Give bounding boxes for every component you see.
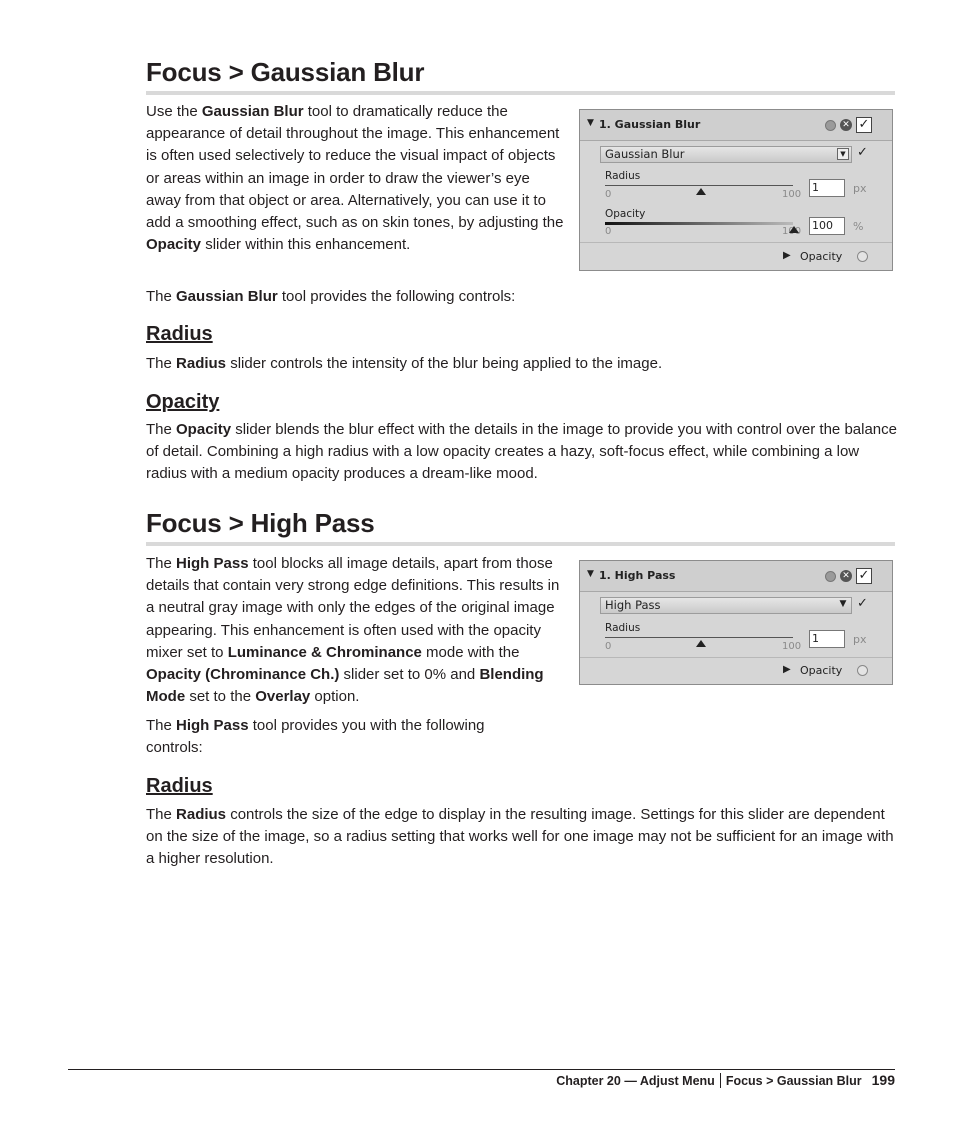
collapse-triangle-icon[interactable]: ▼ [587, 569, 594, 579]
high-pass-radius-description: The Radius controls the size of the edge to display in the resulting image. Settings for this slider are dependent on the size of the image, so a radius setting that works well for one image may not be sufficient for an image with a higher resolution. [146, 806, 894, 868]
opacity-option-icon[interactable] [857, 251, 868, 262]
radius-slider-track[interactable] [605, 637, 793, 638]
expand-triangle-icon[interactable]: ▶ [783, 250, 791, 261]
radius-unit: px [853, 633, 867, 646]
radius-min: 0 [605, 189, 612, 200]
page-footer [556, 1072, 895, 1088]
page-number: 199 [871, 1072, 895, 1088]
subheading-radius-high-pass: Radius [146, 775, 213, 797]
opacity-description: The Opacity slider blends the blur effect with the details in the image to provide you with control over the balance of detail. Combining a high radius with a low opacity creates a hazy, soft-focus effect, while combining a low radius with a medium opacity produces a dream-like mood. [146, 421, 897, 483]
footer-chapter: Chapter 20 — Adjust Menu [556, 1074, 715, 1088]
footer-rule [68, 1069, 895, 1070]
expand-triangle-icon[interactable]: ▶ [783, 664, 791, 675]
gaussian-blur-panel [579, 109, 893, 271]
collapse-triangle-icon[interactable]: ▼ [587, 118, 594, 128]
opacity-option-label[interactable]: Opacity [800, 250, 843, 263]
opacity-slider-thumb[interactable] [789, 226, 799, 233]
radius-min: 0 [605, 641, 612, 652]
enable-checkbox[interactable]: ✓ [856, 568, 872, 584]
chevron-down-icon[interactable]: ▼ [839, 599, 847, 609]
opacity-max: 100 [782, 226, 802, 237]
panel-title: 1. Gaussian Blur [599, 118, 701, 131]
radius-max: 100 [782, 189, 802, 200]
delete-icon[interactable]: ✕ [840, 570, 852, 582]
opacity-option-label[interactable]: Opacity [800, 664, 843, 677]
brush-check-icon[interactable]: ✓ [857, 596, 868, 611]
panel-divider [580, 657, 892, 658]
panel-header[interactable] [580, 110, 892, 141]
section-rule [146, 91, 895, 95]
reset-icon[interactable] [825, 120, 836, 131]
opacity-label: Opacity [605, 208, 646, 220]
footer-section: Focus > Gaussian Blur [725, 1074, 862, 1088]
panel-title: 1. High Pass [599, 569, 676, 582]
high-pass-controls-intro: The High Pass tool provides you with the following controls: [146, 717, 485, 757]
radius-max: 100 [782, 641, 802, 652]
section-title-gaussian-blur: Focus > Gaussian Blur [146, 57, 425, 87]
radius-input[interactable]: 1 [809, 630, 845, 648]
opacity-unit: % [853, 220, 864, 233]
subheading-radius: Radius [146, 323, 213, 345]
opacity-min: 0 [605, 226, 612, 237]
radius-description: The Radius slider controls the intensity of the blur being applied to the image. [146, 355, 663, 372]
enable-checkbox[interactable]: ✓ [856, 117, 872, 133]
high-pass-intro: The High Pass tool blocks all image details, apart from those details that contain very strong edge definitions. This results in a neutral gray image with only the edges of the original image appearing. This enhancement is often used with the opacity mixer set to Luminance & Chrominance mode with the Opacity (Chrominance Ch.) slider set to 0% and Blending Mode set to the Overlay option. [146, 555, 560, 706]
panel-divider [580, 242, 892, 243]
section-title-high-pass: Focus > High Pass [146, 508, 375, 538]
opacity-slider-track[interactable] [605, 222, 793, 225]
panel-header[interactable] [580, 561, 892, 592]
delete-icon[interactable]: ✕ [840, 119, 852, 131]
opacity-option-icon[interactable] [857, 665, 868, 676]
gaussian-blur-intro: Use the Gaussian Blur tool to dramatically reduce the appearance of detail throughout the image. This enhancement is often used selectively to reduce the visual impact of objects or areas within an image in order to draw the viewer’s eye away from that object or area. Alternatively, you can use it to add a smoothing effect, such as on skin tones, by adjusting the Opacity slider within this enhancement. [146, 103, 564, 254]
radius-slider-track[interactable] [605, 185, 793, 186]
radius-label: Radius [605, 622, 641, 634]
chevron-down-icon[interactable]: ▼ [837, 148, 849, 160]
radius-input[interactable]: 1 [809, 179, 845, 197]
brush-check-icon[interactable]: ✓ [857, 145, 868, 160]
radius-slider-thumb[interactable] [696, 188, 706, 195]
footer-separator [720, 1073, 721, 1088]
opacity-input[interactable]: 100 [809, 217, 845, 235]
radius-label: Radius [605, 170, 641, 182]
radius-unit: px [853, 182, 867, 195]
gaussian-blur-controls-intro: The Gaussian Blur tool provides the following controls: [146, 288, 516, 305]
high-pass-panel [579, 560, 893, 685]
subheading-opacity: Opacity [146, 391, 220, 413]
reset-icon[interactable] [825, 571, 836, 582]
filter-dropdown[interactable] [600, 146, 852, 163]
radius-slider-thumb[interactable] [696, 640, 706, 647]
filter-dropdown-value: High Pass [605, 598, 661, 612]
filter-dropdown-value: Gaussian Blur [605, 147, 685, 161]
section-rule [146, 542, 895, 546]
filter-dropdown[interactable] [600, 597, 852, 614]
